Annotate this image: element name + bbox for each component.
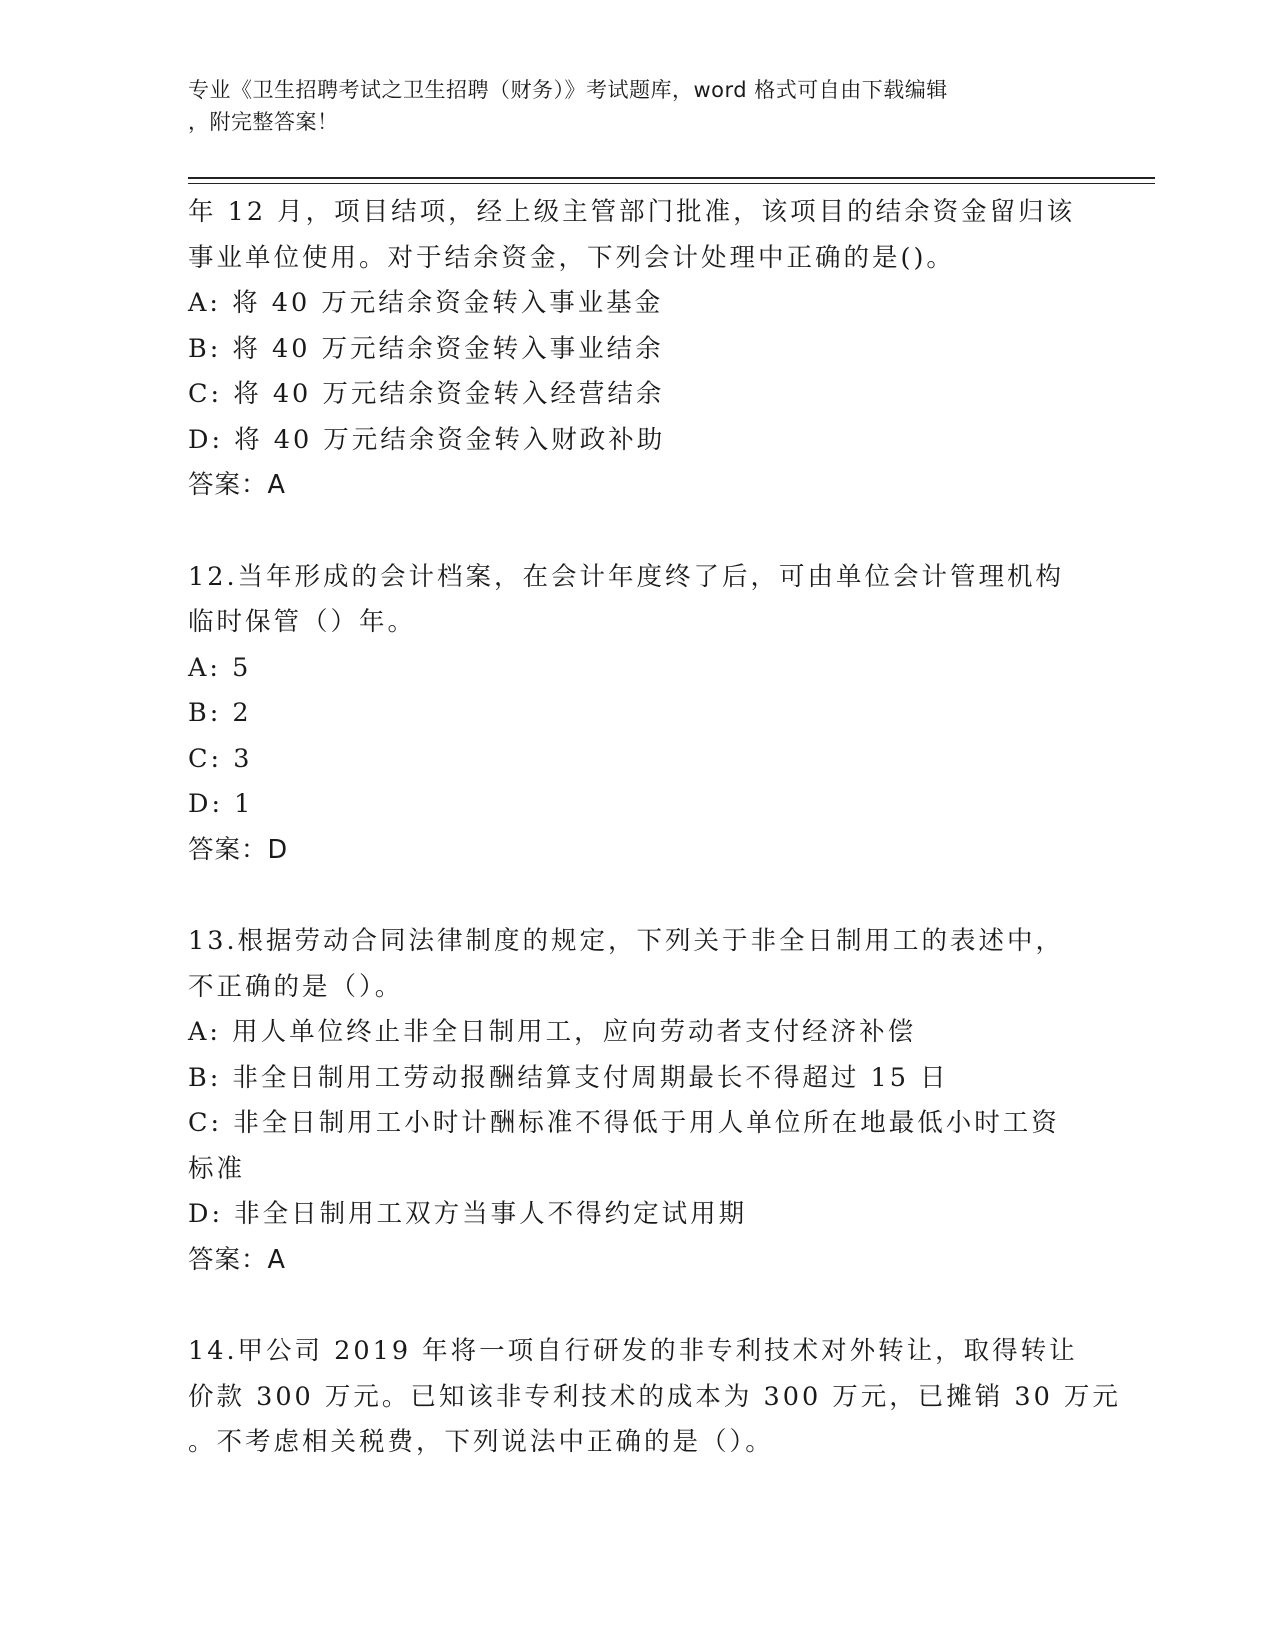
header-line-2: ，附完整答案！	[188, 110, 339, 134]
header-divider-thin	[188, 183, 1155, 184]
answer-line: 答案：A	[188, 470, 286, 500]
option-d: D: 非全日制用工双方当事人不得约定试用期	[188, 1199, 748, 1229]
option-c-continued: 标准	[188, 1153, 246, 1184]
option-c: C: 将 40 万元结余资金转入经营结余	[188, 379, 665, 409]
option-a: A: 5	[188, 652, 252, 683]
option-a: A: 将 40 万元结余资金转入事业基金	[188, 288, 664, 318]
question-11	[188, 190, 1088, 509]
question-stem-line: 不正确的是（）。	[188, 971, 404, 1002]
option-c: C: 3	[188, 743, 253, 774]
question-stem-line: 14.甲公司 2019 年将一项自行研发的非专利技术对外转让，取得转让	[188, 1336, 1078, 1366]
option-b: B: 2	[188, 698, 252, 728]
answer-line: 答案：D	[188, 834, 289, 865]
question-stem-line: 13.根据劳动合同法律制度的规定，下列关于非全日制用工的表述中，	[188, 926, 1065, 956]
question-stem-line: 价款 300 万元。已知该非专利技术的成本为 300 万元，已摊销 30 万元	[188, 1381, 1121, 1412]
question-stem-line: 临时保管（）年。	[188, 607, 417, 637]
option-b: B: 非全日制用工劳动报酬结算支付周期最长不得超过 15 日	[188, 1062, 949, 1093]
option-d: D: 将 40 万元结余资金转入财政补助	[188, 424, 666, 455]
spacer	[188, 1283, 1088, 1329]
question-13	[188, 919, 1088, 1283]
option-b: B: 将 40 万元结余资金转入事业结余	[188, 333, 664, 364]
question-stem-line: 年 12 月，项目结项，经上级主管部门批准，该项目的结余资金留归该	[188, 197, 1076, 227]
option-c: C: 非全日制用工小时计酬标准不得低于用人单位所在地最低小时工资	[188, 1108, 1060, 1138]
spacer	[188, 873, 1088, 919]
document-header	[188, 74, 1088, 138]
option-d: D: 1	[188, 789, 254, 819]
question-stem-line: 事业单位使用。对于结余资金，下列会计处理中正确的是()。	[188, 242, 955, 273]
answer-line: 答案：A	[188, 1244, 286, 1275]
question-stem-line: 12.当年形成的会计档案，在会计年度终了后，可由单位会计管理机构	[188, 561, 1065, 592]
spacer	[188, 509, 1088, 555]
header-line-1: 专业《卫生招聘考试之卫生招聘（财务）》考试题库，word 格式可自由下载编辑	[188, 78, 948, 102]
header-divider-thick	[188, 177, 1155, 179]
question-14	[188, 1329, 1121, 1466]
question-12	[188, 555, 1088, 874]
question-stem-line: 。不考虑相关税费，下列说法中正确的是（）。	[188, 1427, 774, 1457]
option-a: A: 用人单位终止非全日制用工，应向劳动者支付经济补偿	[188, 1017, 917, 1047]
document-body	[188, 190, 1121, 1466]
